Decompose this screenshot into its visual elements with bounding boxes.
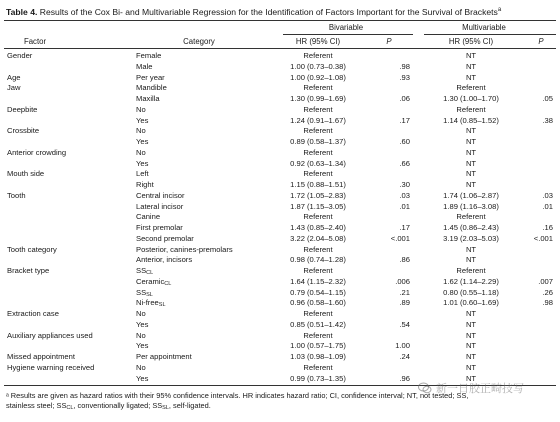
row-multivariable-hr: NT (465, 341, 477, 351)
row-bivariable-hr: Referent (303, 147, 333, 157)
row-bivariable-hr: Referent (303, 83, 333, 93)
category-text: Male (136, 61, 153, 71)
header-multivariable-hr: HR (95% CI) (448, 37, 494, 46)
row-bivariable-p: .03 (399, 190, 410, 200)
row-multivariable-hr: NT (465, 51, 477, 60)
row-bivariable-hr: 0.89 (0.58–1.37) (290, 137, 346, 146)
category-text: Posterior, canines-premolars (136, 244, 233, 254)
row-multivariable-hr: 1.45 (0.86–2.43) (443, 223, 499, 232)
row-bivariable-hr: 1.00 (0.92–1.08) (290, 72, 346, 82)
row-bivariable-p: .01 (399, 201, 410, 211)
category-text: Yes (136, 373, 149, 383)
category-subscript: CL (146, 270, 154, 276)
row-factor: Tooth category (7, 244, 57, 254)
row-category (136, 331, 146, 341)
wechat-icon (418, 382, 432, 394)
row-bivariable-hr: Referent (303, 126, 333, 136)
row-category (136, 341, 148, 351)
row-multivariable-hr: NT (465, 72, 477, 82)
row-bivariable-hr: 1.43 (0.85–2.40) (290, 223, 346, 232)
row-multivariable-hr: 1.30 (1.00–1.70) (443, 94, 499, 103)
row-category (136, 148, 146, 158)
row-bivariable-hr: 1.15 (0.88–1.51) (290, 180, 346, 189)
row-multivariable-p: .01 (542, 201, 553, 211)
header-bivariable-hr: HR (95% CI) (295, 37, 341, 46)
row-multivariable-hr: NT (465, 352, 477, 361)
row-category (136, 212, 160, 222)
row-factor: Extraction case (7, 309, 59, 318)
row-category (136, 73, 165, 83)
row-multivariable-p: .26 (542, 287, 553, 297)
row-multivariable-hr: Referent (456, 104, 486, 114)
row-bivariable-p: .21 (399, 287, 410, 297)
row-multivariable-hr: NT (465, 362, 477, 372)
row-bivariable-hr: 1.64 (1.15–2.32) (290, 276, 346, 286)
row-multivariable-hr: Referent (456, 83, 486, 93)
row-category (136, 169, 149, 179)
row-bivariable-hr: 0.99 (0.73–1.35) (290, 373, 346, 383)
category-text: No (136, 330, 146, 340)
row-factor: Tooth (7, 190, 26, 200)
row-category (136, 363, 146, 373)
table-top-rule (4, 20, 556, 21)
row-bivariable-p: .30 (399, 180, 410, 189)
header-bottom-rule (4, 48, 556, 49)
row-bivariable-p: .17 (399, 115, 410, 125)
row-bivariable-p: .54 (399, 319, 410, 329)
row-category (136, 116, 148, 126)
row-factor: Anterior crowding (7, 147, 67, 157)
row-bivariable-hr: 0.85 (0.51–1.42) (290, 319, 346, 329)
header-bivariable: Bivariable (328, 23, 364, 32)
row-category (136, 245, 233, 255)
header-factor: Factor (23, 37, 47, 46)
category-text: Yes (136, 158, 149, 168)
row-multivariable-p: .05 (542, 94, 553, 103)
category-subscript: SL (158, 302, 166, 309)
row-factor: Age (7, 72, 21, 82)
row-category (136, 180, 154, 190)
row-multivariable-hr: NT (465, 137, 477, 146)
category-text: Second premolar (136, 233, 194, 243)
row-factor: Auxiliary appliances used (7, 330, 93, 340)
row-bivariable-p: .98 (399, 61, 410, 71)
row-category (136, 105, 146, 115)
row-factor: Missed appointment (7, 352, 75, 361)
row-multivariable-hr: NT (465, 180, 477, 189)
row-bivariable-hr: 1.30 (0.99–1.69) (290, 94, 346, 103)
row-bivariable-hr: Referent (303, 51, 333, 60)
category-text: SS (136, 266, 147, 275)
row-multivariable-hr: 1.74 (1.06–2.87) (443, 190, 499, 200)
row-category (136, 309, 146, 319)
footnote-line-1: ᵃ Results are given as hazard ratios with their 95% confidence intervals. HR indicates hazard ratio; CI, confidence interval; NT, not tested; SS, (6, 391, 469, 400)
category-text: Yes (136, 341, 149, 351)
row-multivariable-hr: NT (465, 309, 477, 318)
row-multivariable-p: .16 (542, 223, 553, 232)
row-category (136, 159, 148, 169)
row-category (136, 202, 183, 212)
watermark (418, 380, 524, 396)
row-bivariable-p: .60 (399, 137, 410, 146)
row-category (136, 191, 185, 201)
row-multivariable-hr: Referent (456, 266, 486, 275)
row-multivariable-hr: NT (465, 158, 477, 168)
bivariable-span-rule (283, 34, 413, 35)
row-factor: Crossbite (7, 126, 40, 136)
row-bivariable-p: <.001 (390, 233, 410, 243)
row-multivariable-hr: 0.80 (0.55–1.18) (443, 287, 499, 297)
row-category (136, 352, 192, 362)
category-text: Canine (136, 212, 161, 222)
row-bivariable-hr: Referent (303, 244, 333, 254)
row-factor: Jaw (7, 83, 21, 93)
row-bivariable-hr: 0.96 (0.58–1.60) (290, 298, 346, 308)
row-bivariable-hr: Referent (303, 266, 333, 275)
row-multivariable-hr: 1.89 (1.16–3.08) (443, 201, 499, 211)
row-bivariable-p: .24 (399, 352, 410, 361)
row-bivariable-hr: 1.03 (0.98–1.09) (290, 352, 346, 361)
row-bivariable-p: .86 (399, 255, 410, 265)
row-bivariable-p: .93 (399, 72, 410, 82)
category-text: Lateral incisor (136, 201, 184, 211)
row-category (136, 255, 192, 265)
row-bivariable-p: .89 (399, 298, 410, 308)
row-multivariable-p: .03 (542, 190, 553, 200)
row-bivariable-hr: 0.79 (0.54–1.15) (290, 287, 346, 297)
row-bivariable-hr: Referent (303, 169, 333, 179)
row-category (136, 320, 148, 330)
header-bivariable-p: P (386, 37, 392, 46)
category-text: Per appointment (136, 352, 192, 361)
row-category (136, 83, 167, 93)
category-subscript: SL (146, 291, 153, 298)
row-bivariable-hr: 1.00 (0.57–1.75) (290, 341, 346, 351)
row-multivariable-hr: NT (465, 147, 477, 157)
row-bivariable-hr: 1.24 (0.91–1.67) (290, 115, 346, 125)
row-multivariable-hr: NT (465, 244, 477, 254)
row-bivariable-hr: 3.22 (2.04–5.08) (290, 233, 346, 243)
row-multivariable-hr: NT (465, 319, 477, 329)
row-factor: Mouth side (7, 169, 45, 179)
category-text: First premolar (136, 223, 183, 232)
category-text: Maxilla (136, 94, 160, 103)
row-bivariable-hr: Referent (303, 362, 333, 372)
row-multivariable-p: <.001 (533, 233, 553, 243)
category-text: Yes (136, 137, 149, 146)
category-text: Left (136, 169, 149, 179)
row-bivariable-p: .06 (399, 94, 410, 103)
category-text: No (136, 104, 146, 114)
row-bivariable-p: .66 (399, 158, 410, 168)
row-bivariable-p: .006 (395, 276, 410, 286)
row-multivariable-p: .38 (542, 115, 553, 125)
row-category (136, 137, 148, 147)
row-multivariable-hr: 3.19 (2.03–5.03) (443, 233, 499, 243)
caption-footnote-marker: a (497, 7, 502, 13)
row-multivariable-hr: NT (465, 373, 477, 383)
multivariable-span-rule (424, 34, 556, 35)
row-multivariable-hr: 1.01 (0.60–1.69) (443, 298, 499, 308)
row-multivariable-hr: NT (465, 61, 477, 71)
row-category (136, 374, 148, 384)
row-category (136, 51, 161, 61)
row-bivariable-p: .96 (399, 373, 410, 383)
header-multivariable-p: P (538, 37, 544, 46)
row-multivariable-p: .007 (538, 276, 553, 286)
row-category (136, 234, 194, 244)
row-multivariable-hr: NT (465, 126, 477, 136)
row-factor: Hygiene warning received (7, 362, 95, 372)
row-multivariable-hr: 1.14 (0.85–1.52) (443, 115, 499, 125)
category-text: Female (136, 51, 162, 60)
footnote-line-2: stainless steel; $SS_{CL}$, conventionally ligated; $SS_{SL}$, self-ligated. (6, 401, 211, 411)
row-multivariable-hr: NT (465, 255, 477, 265)
category-text: Per year (136, 72, 165, 82)
row-category (136, 94, 160, 104)
header-multivariable: Multivariable (462, 23, 506, 32)
row-factor: Bracket type (7, 266, 50, 275)
category-text: No (136, 362, 146, 372)
row-bivariable-hr: Referent (303, 212, 333, 222)
row-bivariable-hr: Referent (303, 104, 333, 114)
row-multivariable-hr: NT (465, 169, 477, 179)
row-category (136, 126, 146, 136)
watermark-text: 新一日胶正畸技写 (436, 383, 524, 395)
row-factor: Deepbite (7, 104, 38, 114)
row-bivariable-p: 1.00 (395, 341, 410, 351)
table-label: Table 4. (6, 6, 38, 17)
row-bivariable-hr: 1.72 (1.05–2.83) (290, 190, 346, 200)
category-text: SS (136, 287, 147, 297)
row-multivariable-hr: 1.62 (1.14–2.29) (443, 276, 499, 286)
category-text: Ceramic (136, 276, 165, 286)
row-bivariable-hr: 1.00 (0.73–0.38) (290, 61, 346, 71)
category-text: Ni-free (136, 298, 159, 308)
category-text: Right (136, 180, 154, 189)
row-bivariable-hr: 0.98 (0.74–1.28) (290, 255, 346, 265)
category-text: No (136, 309, 146, 318)
row-bivariable-hr: 1.87 (1.15–3.05) (290, 201, 346, 211)
row-multivariable-p: .98 (542, 298, 553, 308)
row-factor: Gender (7, 51, 33, 60)
category-text: Anterior, incisors (136, 255, 193, 265)
header-category: Category (183, 37, 215, 46)
category-text: No (136, 147, 146, 157)
table-caption (6, 5, 501, 18)
category-subscript: CL (164, 280, 172, 287)
row-bivariable-hr: Referent (303, 330, 333, 340)
category-text: No (136, 126, 146, 136)
row-bivariable-hr: 0.92 (0.63–1.34) (290, 158, 346, 168)
row-multivariable-hr: Referent (456, 212, 486, 222)
row-category (136, 62, 152, 72)
table-title: Results of the Cox Bi- and Multivariable Regression for the Identification of Factors Important for the Survival of Brackets (39, 6, 498, 17)
category-text: Central incisor (136, 190, 185, 200)
row-bivariable-p: .17 (399, 223, 410, 232)
row-category (136, 223, 183, 233)
row-bivariable-hr: Referent (303, 309, 333, 318)
row-multivariable-hr: NT (465, 330, 477, 340)
category-text: Yes (136, 319, 149, 329)
category-text: Mandible (136, 83, 167, 93)
category-text: Yes (136, 115, 149, 125)
